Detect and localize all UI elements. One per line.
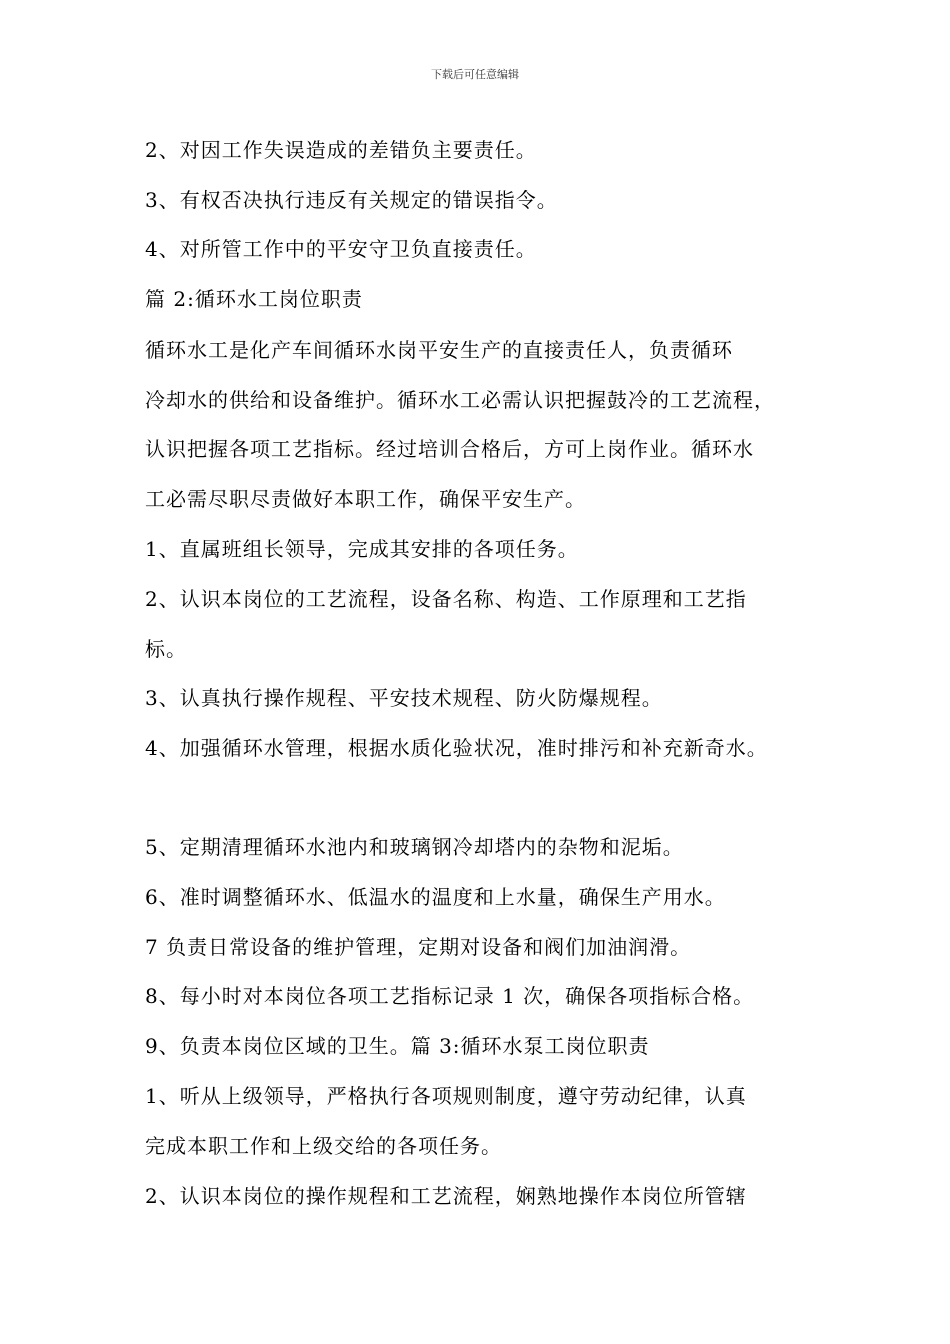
text-line: 1、直属班组长领导，完成其安排的各项任务。 [145,537,579,561]
text-line: 完成本职工作和上级交给的各项任务。 [145,1134,502,1158]
text-line: 8、每小时对本岗位各项工艺指标记录 1 次，确保各项指标合格。 [145,984,755,1008]
text-line: 冷却水的供给和设备维护。循环水工必需认识把握鼓冷的工艺流程， [145,388,775,412]
text-line: 2、认识本岗位的操作规程和工艺流程，娴熟地操作本岗位所管辖 [145,1184,747,1208]
text-line: 4、对所管工作中的平安守卫负直接责任。 [145,237,537,261]
text-line: 4、加强循环水管理，根据水质化验状况，准时排污和补充新奇水。 [145,736,768,760]
text-line: 7 负责日常设备的维护管理，定期对设备和阀们加油润滑。 [145,935,692,959]
text-line: 9、负责本岗位区域的卫生。篇 3:循环水泵工岗位职责 [145,1034,650,1058]
text-line: 2、认识本岗位的工艺流程，设备名称、构造、工作原理和工艺指 [145,587,747,611]
text-line: 1、听从上级领导，严格执行各项规则制度，遵守劳动纪律，认真 [145,1084,747,1108]
text-line: 认识把握各项工艺指标。经过培训合格后，方可上岗作业。循环水 [145,437,754,461]
section-heading: 篇 2:循环水工岗位职责 [145,287,363,311]
text-line: 循环水工是化产车间循环水岗平安生产的直接责任人，负责循环 [145,338,733,362]
text-line: 3、有权否决执行违反有关规定的错误指令。 [145,188,558,212]
text-line: 2、对因工作失误造成的差错负主要责任。 [145,138,537,162]
text-line: 5、定期清理循环水池内和玻璃钢冷却塔内的杂物和泥垢。 [145,835,684,859]
text-line: 标。 [145,637,187,661]
page-header: 下载后可任意编辑 [431,68,519,81]
text-line: 工必需尽职尽责做好本职工作，确保平安生产。 [145,487,586,511]
text-line: 3、认真执行操作规程、平安技术规程、防火防爆规程。 [145,686,663,710]
text-line: 6、准时调整循环水、低温水的温度和上水量，确保生产用水。 [145,885,726,909]
